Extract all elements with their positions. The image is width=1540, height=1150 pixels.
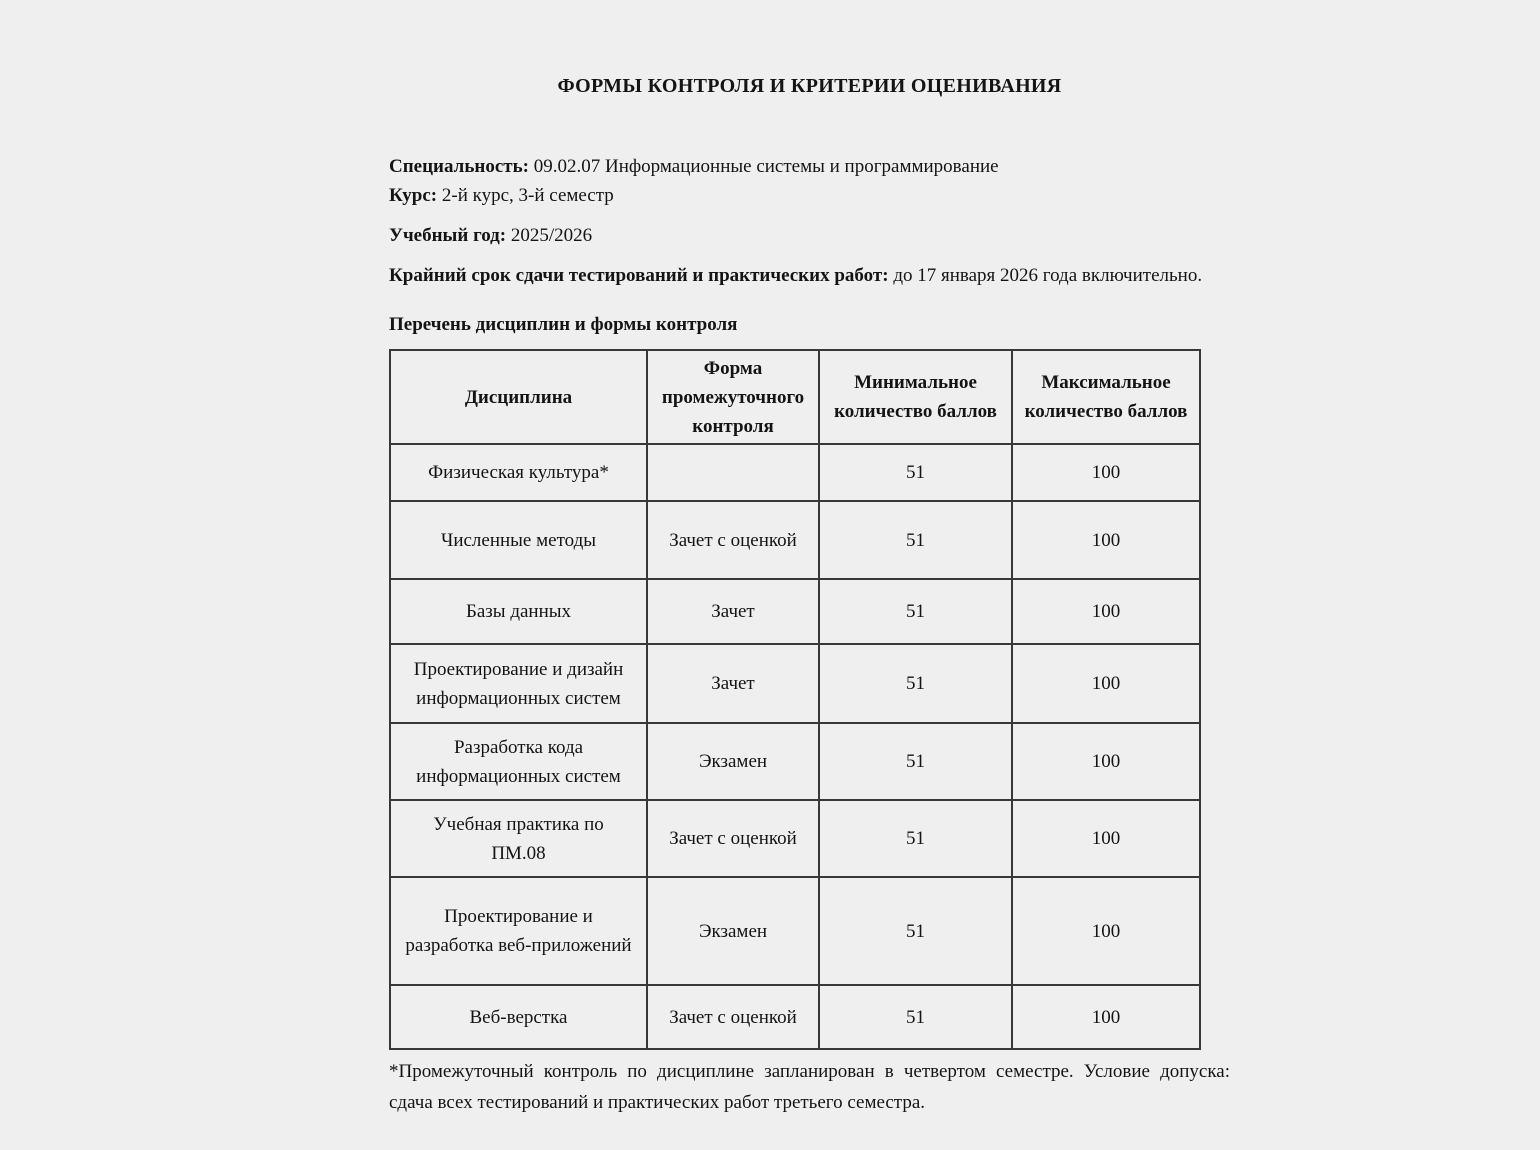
specialty-course-block — [389, 152, 1230, 210]
cell-max: 100 — [1012, 444, 1200, 501]
cell-min: 51 — [819, 501, 1012, 579]
header-max-points: Максимальное количество баллов — [1012, 350, 1200, 444]
deadline-line — [389, 261, 1230, 290]
table-row — [390, 985, 1200, 1049]
header-discipline: Дисциплина — [390, 350, 647, 444]
cell-discipline: Физическая культура* — [390, 444, 647, 501]
cell-min: 51 — [819, 985, 1012, 1049]
cell-min: 51 — [819, 723, 1012, 800]
cell-discipline: Проектирование и дизайн информационных систем — [390, 644, 647, 723]
cell-max: 100 — [1012, 644, 1200, 723]
specialty-line — [389, 152, 1230, 181]
cell-discipline: Учебная практика по ПМ.08 — [390, 800, 647, 877]
specialty-label: Специальность: — [389, 156, 529, 177]
table-row — [390, 800, 1200, 877]
course-line — [389, 181, 1230, 210]
cell-form: Зачет — [647, 579, 819, 644]
cell-max: 100 — [1012, 800, 1200, 877]
course-value: 2-й курс, 3-й семестр — [437, 185, 614, 206]
cell-form — [647, 444, 819, 501]
academic-year-value: 2025/2026 — [506, 225, 593, 246]
cell-form: Зачет с оценкой — [647, 800, 819, 877]
cell-min: 51 — [819, 579, 1012, 644]
cell-min: 51 — [819, 444, 1012, 501]
table-row — [390, 501, 1200, 579]
table-row — [390, 877, 1200, 985]
cell-discipline: Веб-верстка — [390, 985, 647, 1049]
control-forms-table — [389, 349, 1201, 1050]
cell-max: 100 — [1012, 579, 1200, 644]
deadline-value: до 17 января 2026 года включительно. — [888, 265, 1203, 286]
cell-max: 100 — [1012, 723, 1200, 800]
cell-form: Экзамен — [647, 877, 819, 985]
cell-form: Зачет — [647, 644, 819, 723]
table-row — [390, 579, 1200, 644]
page-title: ФОРМЫ КОНТРОЛЯ И КРИТЕРИИ ОЦЕНИВАНИЯ — [557, 75, 1062, 97]
cell-discipline: Разработка кода информационных систем — [390, 723, 647, 800]
document-page — [389, 0, 1230, 1118]
cell-form: Экзамен — [647, 723, 819, 800]
header-min-points: Минимальное количество баллов — [819, 350, 1012, 444]
cell-discipline: Проектирование и разработка веб-приложений — [390, 877, 647, 985]
cell-max: 100 — [1012, 877, 1200, 985]
cell-min: 51 — [819, 877, 1012, 985]
cell-form: Зачет с оценкой — [647, 985, 819, 1049]
header-control-form: Форма промежуточного контроля — [647, 350, 819, 444]
course-label: Курс: — [389, 185, 438, 206]
table-section-heading: Перечень дисциплин и формы контроля — [389, 314, 738, 335]
cell-min: 51 — [819, 644, 1012, 723]
footnote-text: *Промежуточный контроль по дисциплине запланирован в четвертом семестре. Условие допуска: сдача всех тестирований и практических работ третьего семестра. — [389, 1061, 1230, 1113]
deadline-label: Крайний срок сдачи тестирований и практических работ: — [389, 265, 889, 286]
academic-year-line — [389, 221, 1230, 250]
cell-discipline: Базы данных — [390, 579, 647, 644]
cell-max: 100 — [1012, 501, 1200, 579]
table-row — [390, 444, 1200, 501]
table-row — [390, 723, 1200, 800]
specialty-value: 09.02.07 Информационные системы и программирование — [528, 156, 999, 177]
cell-min: 51 — [819, 800, 1012, 877]
cell-form: Зачет с оценкой — [647, 501, 819, 579]
table-row — [390, 644, 1200, 723]
cell-discipline: Численные методы — [390, 501, 647, 579]
table-header-row — [390, 350, 1200, 444]
academic-year-label: Учебный год: — [389, 225, 507, 246]
cell-max: 100 — [1012, 985, 1200, 1049]
